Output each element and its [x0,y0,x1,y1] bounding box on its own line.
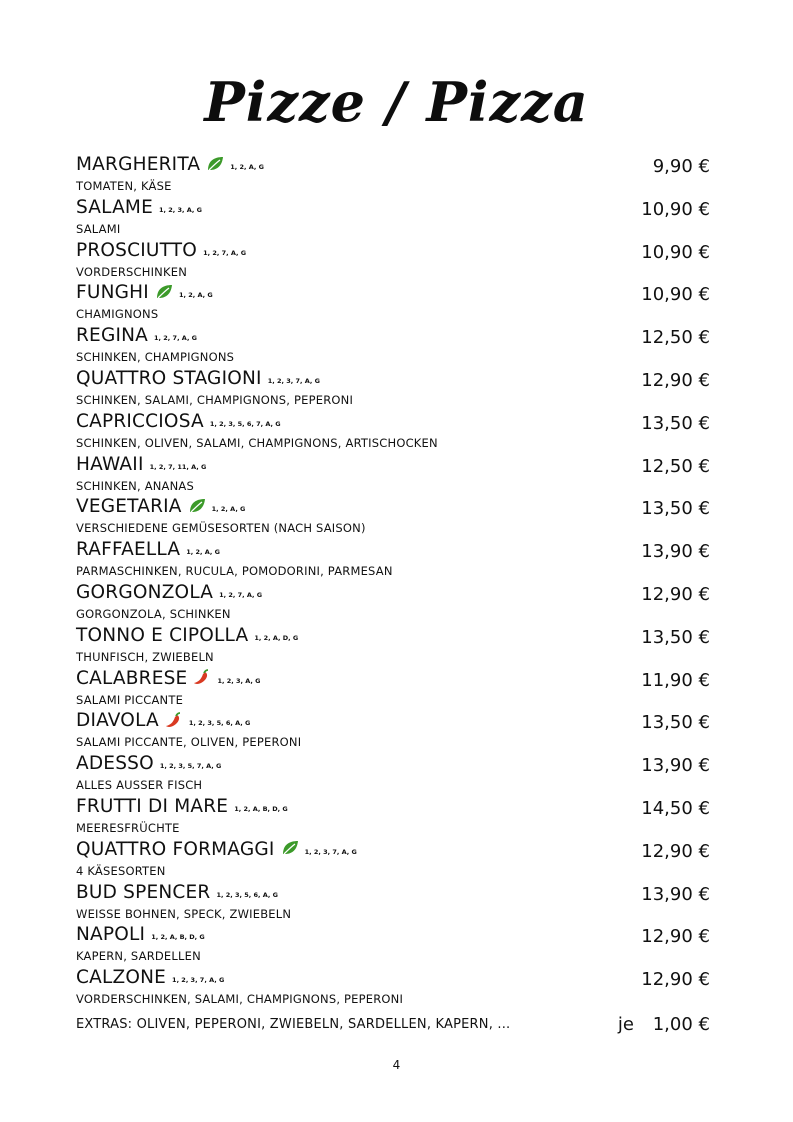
menu-item-description: SCHINKEN, ANANAS [76,478,194,493]
menu-item-name: QUATTRO STAGIONI [76,367,262,389]
menu-item-name: FUNGHI [76,282,149,304]
menu-item-price: 12,90 € [641,926,710,948]
menu-item [76,282,710,325]
menu-item-allergens: 1, 2, 3, 7, A, G [267,376,320,385]
menu-item-name-line [76,496,710,521]
menu-item-name: CALZONE [76,967,167,989]
page-title: Pizze / Pizza [204,70,589,134]
menu-item-name: TONNO E CIPOLLA [76,624,249,646]
menu-item-name: NAPOLI [76,924,146,946]
chili-icon [165,712,183,734]
menu-item-price: 12,90 € [641,583,710,605]
menu-item [76,539,710,582]
menu-item-price: 13,50 € [641,712,710,734]
menu-item-name: HAWAII [76,453,144,475]
leaf-icon [281,840,299,862]
menu-item-name-line [76,411,710,436]
menu-item-description: SALAMI [76,221,121,236]
menu-item-allergens: 1, 2, A, G [186,548,220,557]
menu-item-name: GORGONZOLA [76,581,214,603]
extras-price: 1,00 € [652,1014,710,1035]
menu-item-description: VORDERSCHINKEN [76,264,187,279]
leaf-icon [155,284,173,306]
menu-item-allergens: 1, 2, 3, 5, 7, A, G [159,762,222,771]
menu-item-name-line [76,625,710,650]
menu-item-price: 14,50 € [641,797,710,819]
menu-item-name: CALABRESE [76,667,188,689]
menu-item-description: VERSCHIEDENE GEMÜSESORTEN (NACH SAISON) [76,521,366,536]
menu-item [76,240,710,283]
page-number: 4 [392,1058,401,1072]
menu-item-price: 13,50 € [641,498,710,520]
menu-item-price: 9,90 € [652,156,710,177]
menu-item-description: SALAMI PICCANTE [76,692,184,707]
menu-item [76,496,710,539]
menu-item-name-line [76,582,710,607]
extras-each-label: je [617,1014,634,1035]
menu-item-description: CHAMIGNONS [76,307,159,322]
menu-item [76,325,710,368]
menu-item-price: 12,90 € [641,840,710,862]
menu-item-name: MARGHERITA [76,154,201,175]
menu-item-name-line [76,668,710,693]
menu-item-allergens: 1, 2, 3, A, G [158,205,202,214]
menu-item-name-line [76,839,710,864]
menu-item-allergens: 1, 2, 3, 5, 6, A, G [188,719,251,728]
menu-item-allergens: 1, 2, A, G [178,291,213,300]
menu-item-price: 13,90 € [641,883,710,905]
menu-item-allergens: 1, 2, 3, 7, A, G [304,847,357,856]
menu-item-name: PROSCIUTTO [76,239,198,261]
menu-item-allergens: 1, 2, 3, 5, 6, 7, A, G [209,419,281,428]
menu-item [76,710,710,753]
menu-item [76,839,710,882]
menu-item-name: BUD SPENCER [76,881,211,903]
menu-item-name-line [76,882,710,907]
menu-item-name-line [76,282,710,307]
menu-item-allergens: 1, 2, A, B, D, G [151,933,205,942]
menu-item [76,753,710,796]
menu-item-price: 13,90 € [641,541,710,563]
menu-item-name: ADESSO [76,753,154,775]
menu-item-price: 11,90 € [641,669,710,691]
menu-item [76,967,710,1010]
menu-item-name-line [76,753,710,778]
menu-item [76,924,710,967]
menu-item [76,154,710,197]
chili-icon [193,669,211,691]
leaf-icon [188,498,206,520]
menu-item-price: 12,50 € [641,327,710,349]
menu-item-name: FRUTTI DI MARE [76,795,229,817]
menu-item-price: 10,90 € [641,241,710,263]
menu-item-description: TOMATEN, KÄSE [76,179,172,193]
menu-item-name: REGINA [76,325,149,347]
menu-item-description: SCHINKEN, CHAMPIGNONS [76,350,235,365]
menu-item-price: 13,50 € [641,412,710,434]
menu-item-allergens: 1, 2, 3, A, G [217,676,261,685]
menu-item-price: 13,90 € [641,755,710,777]
menu-item-name: DIAVOLA [76,710,159,732]
menu-item-description: VORDERSCHINKEN, SALAMI, CHAMPIGNONS, PEPERONI [76,992,404,1007]
menu-item-allergens: 1, 2, 7, A, G [219,590,263,599]
menu-item-name: SALAME [76,196,153,218]
menu-item-description: SALAMI PICCANTE, OLIVEN, PEPERONI [76,735,302,750]
menu-item [76,796,710,839]
menu-item-description: MEERESFRÜCHTE [76,820,180,835]
menu-item [76,411,710,454]
menu-item-allergens: 1, 2, 3, 7, A, G [172,976,225,985]
menu-item-price: 12,90 € [641,369,710,391]
menu-item-name-line [76,967,710,992]
menu-item-name: RAFFAELLA [76,539,181,561]
menu-item-name-line [76,325,710,350]
menu-item-allergens: 1, 2, 3, 5, 6, A, G [216,890,278,899]
menu-item-description: THUNFISCH, ZWIEBELN [76,649,214,664]
menu-item-allergens: 1, 2, A, B, D, G [234,804,288,813]
menu-item-description: SCHINKEN, SALAMI, CHAMPIGNONS, PEPERONI [76,392,354,407]
menu-item-allergens: 1, 2, 7, A, G [154,334,198,343]
menu-item-allergens: 1, 2, A, D, G [254,633,299,642]
menu-item-name-line [76,154,710,179]
menu-item-name-line [76,368,710,393]
menu-item-description: 4 KÄSESORTEN [76,863,166,878]
menu-item-description: KAPERN, SARDELLEN [76,949,201,964]
menu-item-allergens: 1, 2, A, G [211,505,246,514]
menu-item-allergens: 1, 2, A, G [230,163,264,171]
menu-item-price: 12,50 € [641,455,710,477]
menu-item-description: SCHINKEN, OLIVEN, SALAMI, CHAMPIGNONS, ARTISCHOCKEN [76,435,438,450]
menu-item-name-line [76,710,710,735]
menu-item-description: WEISSE BOHNEN, SPECK, ZWIEBELN [76,906,292,921]
menu-item-name-line [76,197,710,222]
menu-item-description: PARMASCHINKEN, RUCULA, POMODORINI, PARMESAN [76,564,393,579]
menu-item-allergens: 1, 2, 7, A, G [203,248,247,257]
menu-item [76,368,710,411]
menu-item [76,197,710,240]
menu-item-name-line [76,240,710,265]
menu-item-price: 13,50 € [641,626,710,648]
menu-item-name: QUATTRO FORMAGGI [76,838,275,860]
menu-item-price: 10,90 € [641,284,710,306]
menu-item-allergens: 1, 2, 7, 11, A, G [149,462,207,471]
menu-item-name: VEGETARIA [76,496,182,518]
menu-item [76,668,710,711]
menu-item-description: GORGONZOLA, SCHINKEN [76,606,231,621]
menu-item-name-line [76,796,710,821]
menu-item-name: CAPRICCIOSA [76,410,204,432]
menu-item [76,625,710,668]
menu-item-name-line [76,539,710,564]
extras-label: EXTRAS: OLIVEN, PEPERONI, ZWIEBELN, SARDELLEN, KAPERN, ... [76,1017,511,1032]
menu-item [76,454,710,497]
menu-item [76,882,710,925]
menu-item-name-line [76,924,710,949]
menu-item-price: 12,90 € [641,969,710,991]
pizza-menu-list [76,154,710,1010]
leaf-icon [206,156,224,178]
menu-item-name-line [76,454,710,479]
menu-item-description: ALLES AUSSER FISCH [76,778,203,793]
extras-row [76,1014,710,1036]
menu-item [76,582,710,625]
menu-item-price: 10,90 € [641,198,710,220]
